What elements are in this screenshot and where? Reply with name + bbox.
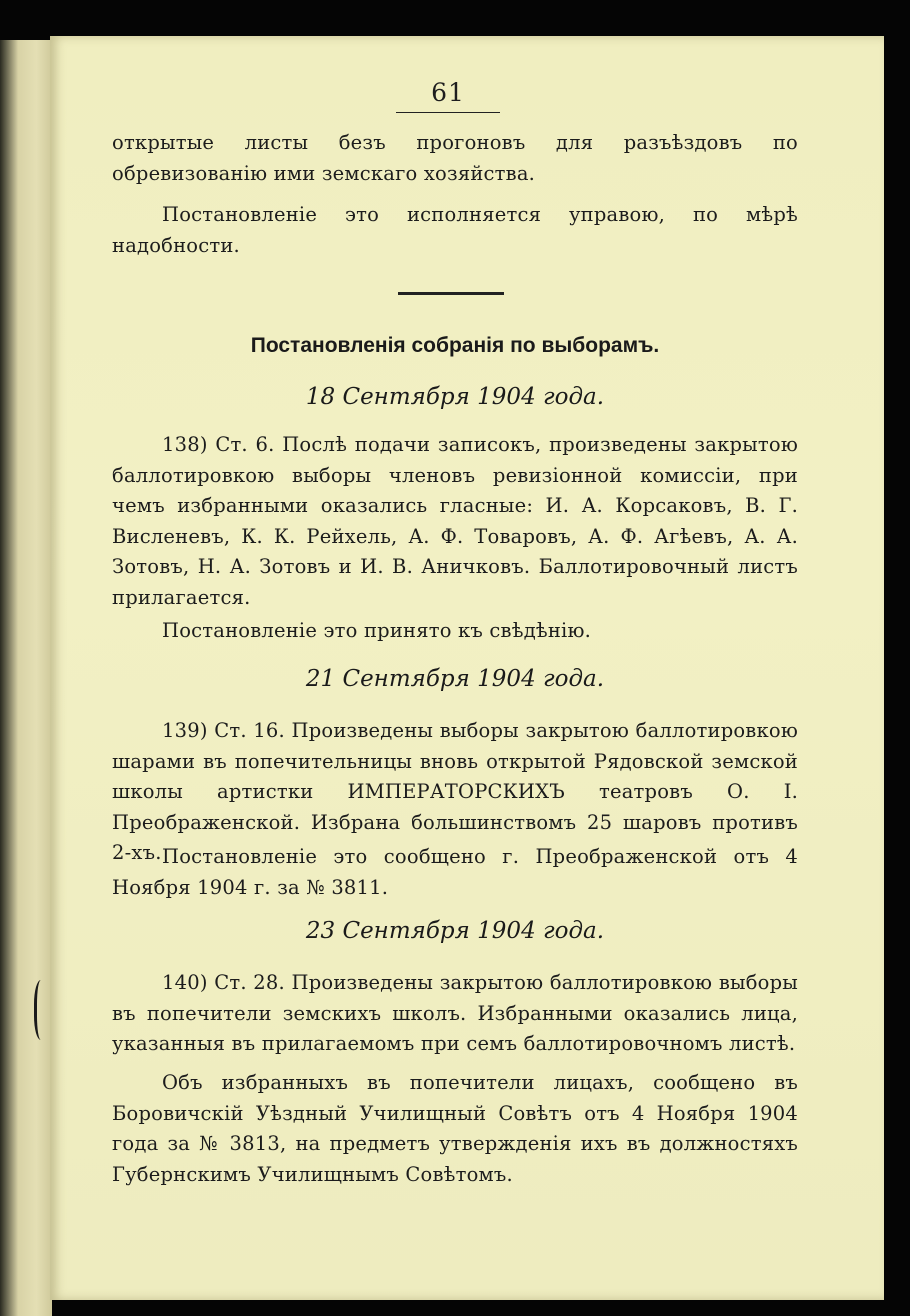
intro-resolution: Постановленіе это исполняется управою, по мѣрѣ надобности. (112, 203, 798, 257)
page-number-underline (396, 112, 500, 113)
entry-body-138: 138) Ст. 6. Послѣ подачи записокъ, произведены закрытою баллотировкою выборы членовъ ревизіонной комиссіи, при чемъ избранными оказались гласные: И. А. Корсаковъ, В. Г. Висленевъ, К. К. Рейхель, А. Ф. Товаровъ, А. Ф. Агѣевъ, А. А. Зотовъ, Н. А. Зотовъ и И. В. Аничковъ. Баллотировочный листъ прилагается. (112, 433, 798, 609)
entry-date-2: 21 Сентября 1904 года. (305, 666, 605, 692)
entry-body-140: 140) Ст. 28. Произведены закрытою баллотировкою выборы въ попечители земскихъ школъ. Избранными оказались лица, указанныя въ прилагаемомъ при семъ баллотировочномъ листѣ. (112, 971, 798, 1055)
section-divider (398, 292, 504, 295)
entry-date-1: 18 Сентября 1904 года. (305, 384, 605, 410)
entry-resolution-140: Объ избранныхъ въ попечители лицахъ, сообщено въ Боровичскій Уѣздный Училищный Совѣтъ отъ 4 Ноября 1904 года за № 3813, на предметъ утвержденія ихъ въ должностяхъ Губернскимъ Училищнымъ Совѣтомъ. (112, 1071, 798, 1186)
section-heading: Постановленія собранія по выборамъ. (250, 334, 660, 357)
binding-mark (34, 980, 51, 1040)
entry-date-3: 23 Сентября 1904 года. (305, 918, 605, 944)
intro-continuation: открытые листы безъ прогоновъ для разъѣздовъ по обревизованію ими земскаго хозяйства. (112, 131, 798, 185)
entry-body-139: 139) Ст. 16. Произведены выборы закрытою баллотировкою шарами въ попечительницы вновь открытой Рядовской земской школы артистки ИМПЕРАТОРСКИХЪ театровъ О. І. Преображенской. Избрана большинствомъ 25 шаровъ противъ 2-хъ. (112, 719, 798, 864)
page-number: 61 (431, 78, 465, 107)
entry-resolution-138: Постановленіе это принято къ свѣдѣнію. (162, 619, 592, 642)
adjacent-page-edge (0, 40, 52, 1316)
entry-resolution-139: Постановленіе это сообщено г. Преображенской отъ 4 Ноября 1904 г. за № 3811. (112, 845, 798, 899)
